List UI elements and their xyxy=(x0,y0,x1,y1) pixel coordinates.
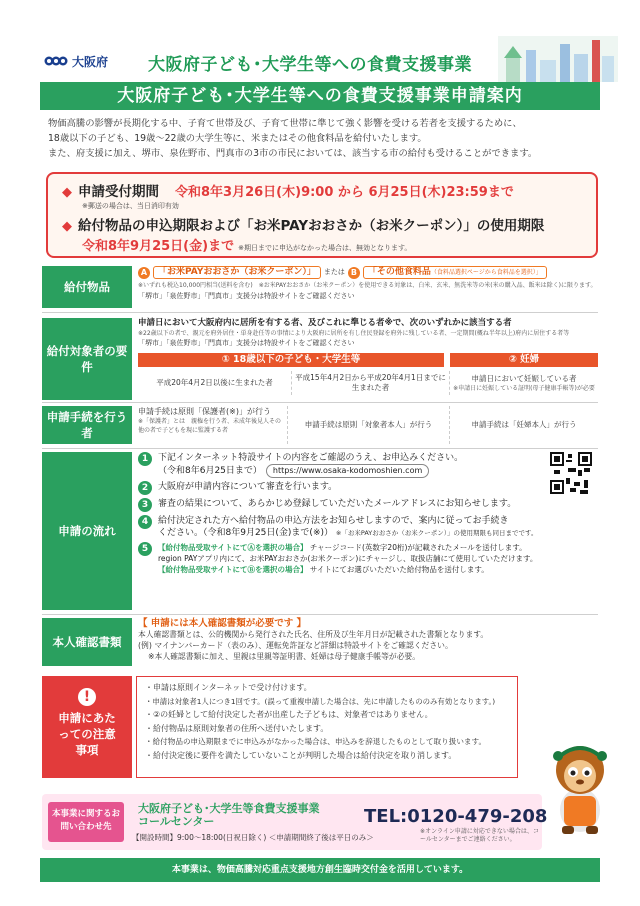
flow-label: 申請の流れ xyxy=(42,452,132,610)
notice-item: ・給付物品の申込期限までに申込みがなかった場合は、申込みを辞退したものとして取り扱います。 xyxy=(145,737,487,746)
id-docs-line: 本人確認書類とは、公的機関から発行された氏名、住所及び生年月日が記載された書類となります。 xyxy=(138,630,489,639)
osaka-logo xyxy=(44,52,108,70)
intro-line: 物価高騰の影響が長期化する中、子育て世帯及び、子育て世帯に準じて強く影響を受ける若者を支援するために、 xyxy=(48,118,522,129)
diamond-icon: ◆ xyxy=(62,219,72,234)
contact-tag: 本事業に関するお問い合わせ先 xyxy=(48,802,124,842)
application-period-value: 令和8年3月26日(木)9:00 から 6月25日(木)23:59まで xyxy=(175,185,514,200)
diamond-icon: ◆ xyxy=(62,185,72,200)
divider xyxy=(42,614,598,615)
id-docs-headline: 【 申請には本人確認書類が必要です 】 xyxy=(138,618,307,629)
applicant-cell: 申請手続は原則「対象者本人」が行う xyxy=(288,406,450,444)
id-docs-line: ※本人確認書類に加え、里親は里親等証明書、妊婦は母子健康手帳等が必要。 xyxy=(148,652,421,661)
usage-deadline-label: 給付物品の申込期限および「お米PAYおおさか（お米クーポン）」の使用期限 xyxy=(78,218,545,234)
option-b-case-label: 【給付物品受取サイトにてⒷを選択の場合】 xyxy=(158,565,308,574)
eligibility-fine-print: ※22歳以下の者で、親元を府外居住・単身赴任等の事情により大阪府に居所を有し住民登録を府外に残している者、一定期間(概ね半年以上)府内に居住する者等 xyxy=(138,330,570,337)
items-city-note: 「堺市」「泉佐野市」「門真市」支援分は特設サイトをご確認ください xyxy=(138,292,355,300)
category-pregnant-header: ② 妊婦 xyxy=(450,353,598,367)
divider xyxy=(42,448,598,449)
step-number: 2 xyxy=(138,481,152,495)
divider xyxy=(42,402,598,403)
opening-hours: 【開設時間】9:00～18:00(日祝日除く) ＜申請期間終了後は平日のみ＞ xyxy=(132,833,374,842)
step-text: 下記インターネット特設サイトの内容をご確認のうえ、お申込みください。 xyxy=(158,453,464,463)
step-number: 4 xyxy=(138,515,152,529)
intro-line: 18歳以下の子ども、19歳～22歳の大学生等に、米またはその他食料品を給付いたします。 xyxy=(48,133,427,144)
step-text: 給付決定された方へ給付物品の申込方法をお知らせしますので、案内に従ってお手続き xyxy=(158,516,509,526)
option-b-badge: B xyxy=(348,267,360,279)
applicant-cell: 申請手続は「妊婦本人」が行う xyxy=(471,420,577,429)
application-period-label: 申請受付期間 xyxy=(78,184,159,200)
intro-text xyxy=(48,116,596,161)
notice-item: ・給付決定後に要件を満たしていないことが判明した場合は給付決定を取り消します。 xyxy=(145,750,457,760)
exclamation-icon: ! xyxy=(78,688,96,706)
or-text: または xyxy=(323,268,345,276)
phone-number[interactable]: TEL:0120-479-208 xyxy=(364,806,548,827)
footer-note: 本事業は、物価高騰対応重点支援地方創生臨時交付金を活用しています。 xyxy=(40,858,600,882)
step-text: （令和8年6月25日まで） xyxy=(158,466,262,476)
option-a-case-label: 【給付物品受取サイトにてⒶを選択の場合】 xyxy=(158,543,308,552)
mascot-icon xyxy=(540,736,620,836)
category-children-header: ① 18歳以下の子ども・大学生等 xyxy=(138,353,444,367)
step-number: 1 xyxy=(138,452,152,466)
step-text: 審査の結果について、あらかじめ登録していただいたメールアドレスにお知らせします。 xyxy=(158,499,517,509)
call-center-name: 大阪府子ども･大学生等食費支援事業 xyxy=(138,802,320,815)
usage-deadline-value: 令和8年9月25日(金)まで xyxy=(82,239,235,254)
notice-item: ・②の妊婦として給付決定した者が出産した子どもは、対象者ではありません。 xyxy=(145,710,433,719)
option-a-badge: A xyxy=(138,267,150,279)
notice-item: ・申請は対象者1人につき1回です。(誤って重複申請した場合は、先に申請したもののみ有効となります。) xyxy=(145,696,496,706)
skyline-icon xyxy=(498,36,618,82)
osaka-logo-icon xyxy=(44,52,68,70)
items-fine-print: ※いずれも税込10,000円相当(送料を含む) ※お米PAYおおさか（お米クーポン）を使用できる対象は、白米、玄米、無洗米等の米(米の購入品、飯米は除く)に限ります。 xyxy=(138,282,597,289)
id-docs-section xyxy=(42,618,598,666)
notice-section xyxy=(42,676,598,778)
special-site-link[interactable]: https://www.osaka-kodomoshien.com xyxy=(266,464,429,478)
eligibility-cell: 申請日において妊娠している者 xyxy=(471,373,577,383)
id-docs-line: (例) マイナンバーカード（表のみ）、運転免許証など詳細は特設サイトをご確認ください。 xyxy=(138,641,453,650)
eligibility-label: 給付対象者の要件 xyxy=(42,318,132,400)
page-title: 大阪府子ども･大学生等への食費支援事業 xyxy=(148,55,472,75)
intro-line: また、府支援に加え、堺市、泉佐野市、門真市の3市の市民においては、該当する市の給付も受けることができます。 xyxy=(48,148,538,159)
applicant-section xyxy=(42,406,598,444)
qr-code-icon xyxy=(550,452,592,494)
eligibility-section xyxy=(42,318,598,400)
step-note: ※「お米PAYおおさか（お米クーポン）」の使用期限も同日までです。 xyxy=(335,529,538,537)
step-text: 大阪府が申請内容について審査を行います。 xyxy=(158,482,338,492)
step-text: チャージコード(英数字20桁)が記載されたメールを送付します。 xyxy=(309,543,527,552)
eligibility-cell: 平成20年4月2日以後に生まれた者 xyxy=(138,371,292,395)
option-b-note: （食料品選択ページから食料品を選択）」 xyxy=(430,269,542,276)
step-text: region PAYアプリ内にて、お米PAYおおさか(お米クーポン)にチャージし、取扱店舗にて使用していただけます。 xyxy=(158,554,538,563)
header xyxy=(0,0,640,84)
option-a-text: 「お米PAYおおさか（お米クーポン）」 xyxy=(153,266,321,279)
eligibility-cell: 平成15年4月2日から平成20年4月1日までに生まれた者 xyxy=(292,371,450,395)
notice-label: 申請にあたっての注意事項 xyxy=(58,711,116,757)
eligibility-city-note: 「堺市」「泉佐野市」「門真市」支援分は特設サイトをご確認ください xyxy=(138,339,355,347)
applicant-cell: 申請手続は原則「保護者(※)」が行う xyxy=(138,407,271,416)
eligibility-desc: 申請日において大阪府内に居所を有する者、及びこれに準じる者※で、次のいずれかに該当する者 xyxy=(138,318,512,328)
step-text: サイトにてお選びいただいた給付物品を送付します。 xyxy=(309,565,489,574)
notice-list xyxy=(136,676,518,778)
contact-note: ※オンライン申請に対応できない場合は、コールセンターまでご連絡ください。 xyxy=(420,828,539,843)
notice-item: ・給付物品は原則対象者の住所へ送付いたします。 xyxy=(145,723,329,733)
call-center-subname: コールセンター xyxy=(138,815,215,828)
step-text: ください。（令和8年9月25日(金)まで(※)） xyxy=(158,528,333,538)
usage-deadline-note: ※期日までに申込がなかった場合は、無効となります。 xyxy=(238,244,412,252)
applicant-cell-note: ※「保護者」とは 親権を行う者、未成年後見人その他の者で子どもを現に監護する者 xyxy=(138,418,282,434)
items-label: 給付物品 xyxy=(42,266,132,308)
org-name: 大阪府 xyxy=(72,54,109,69)
guide-title-band: 大阪府子ども･大学生等への食費支援事業申請案内 xyxy=(40,82,600,110)
step-number: 5 xyxy=(138,542,152,556)
divider xyxy=(42,312,598,313)
id-docs-label: 本人確認書類 xyxy=(42,618,132,666)
eligibility-cell-note: ※申請日に妊娠している証明(母子健康手帳等)が必要 xyxy=(453,384,595,392)
items-section xyxy=(42,266,598,308)
postal-note: ※郵送の場合は、当日消印有効 xyxy=(82,202,179,210)
notice-item: ・申請は原則インターネットで受け付けます。 xyxy=(145,683,312,692)
deadline-box xyxy=(46,172,598,258)
contact-box xyxy=(42,794,548,850)
option-b-text: 「その他食料品 xyxy=(367,267,431,277)
applicant-label: 申請手続を行う者 xyxy=(42,406,132,444)
step-number: 3 xyxy=(138,498,152,512)
flow-section xyxy=(42,452,598,610)
